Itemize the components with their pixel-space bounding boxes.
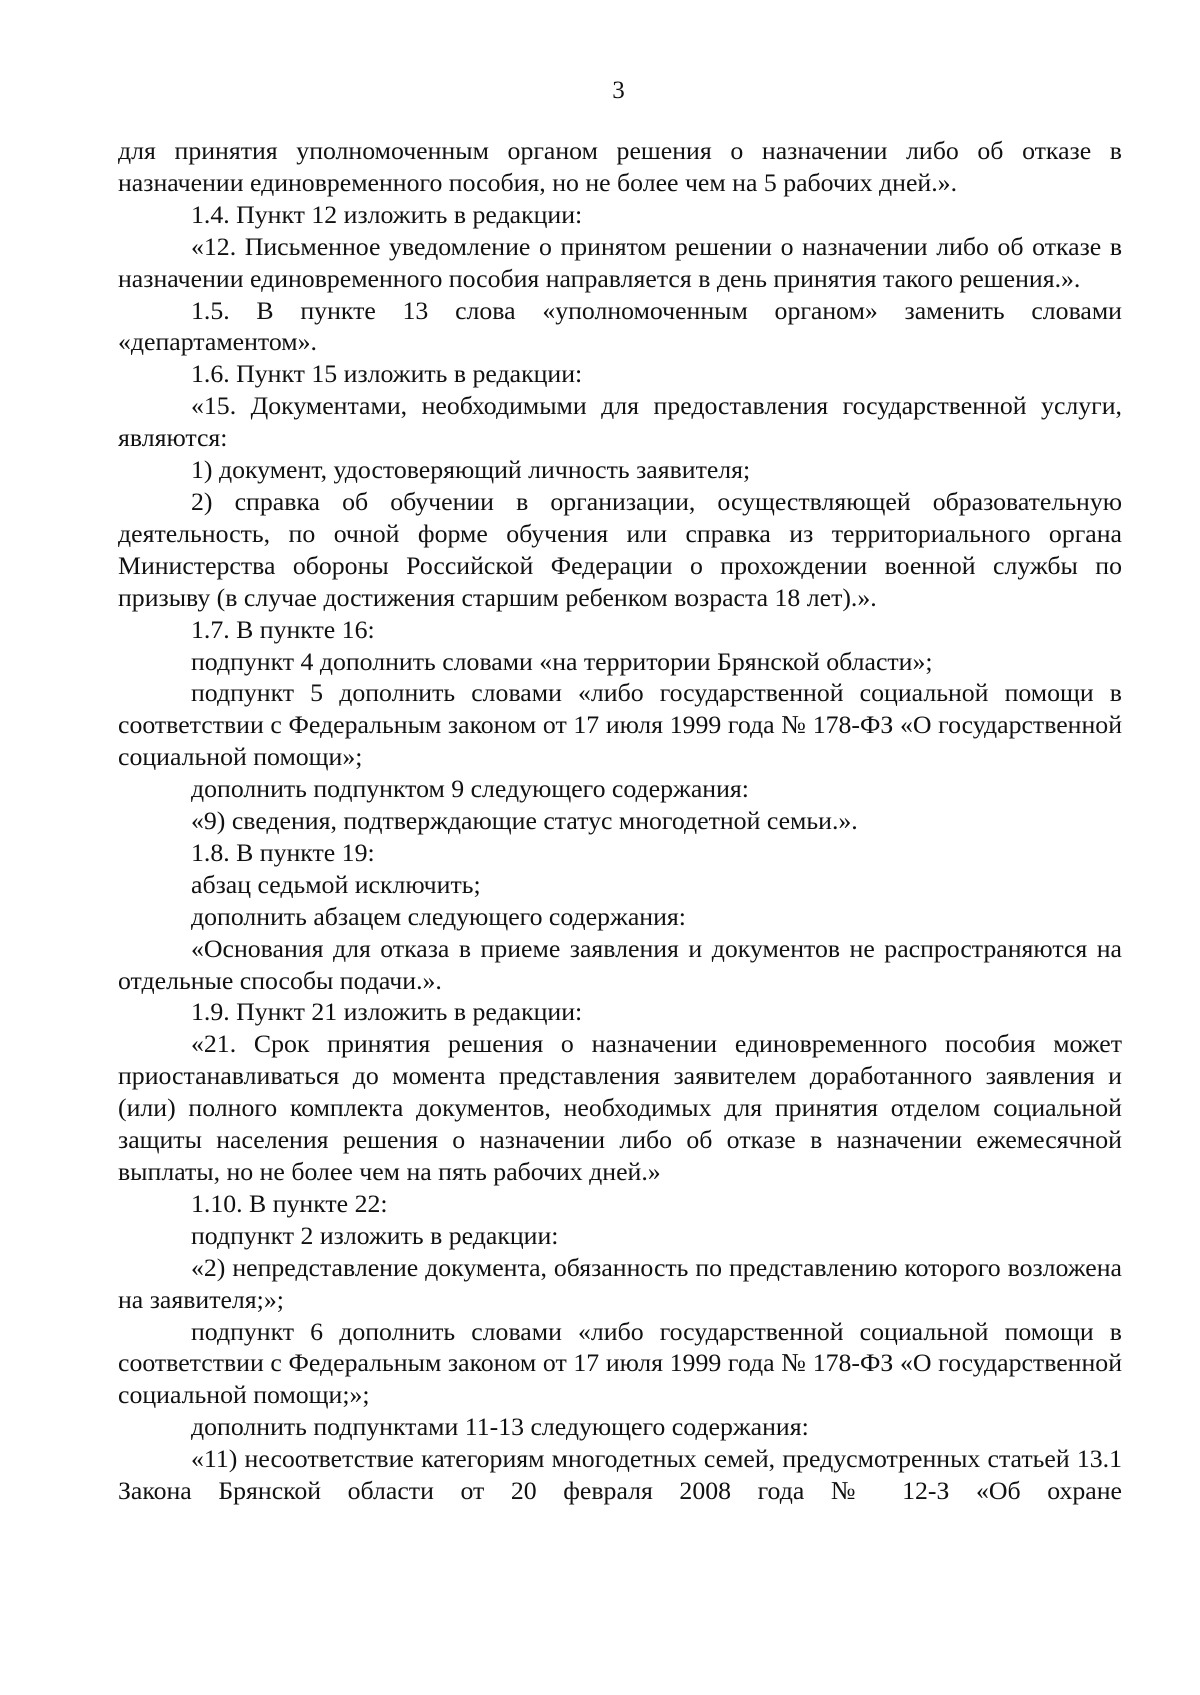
paragraph: «21. Срок принятия решения о назначении единовременного пособия может приостанавливаться до момента представления заявителем доработанного заявления и (или) полного комплекта документов, необходимых для принятия отделом социальной защиты населения решения о назначении либо об отказе в назначении ежемесячной выплаты, но не более чем на пять рабочих дней.» [118, 1029, 1122, 1186]
paragraph: 1.6. Пункт 15 изложить в редакции: [191, 359, 583, 389]
paragraph: подпункт 2 изложить в редакции: [191, 1220, 559, 1250]
paragraph: 1.10. В пункте 22: [191, 1188, 388, 1218]
paragraph: для принятия уполномоченным органом решения о назначении либо об отказе в назначении единовременного пособия, но не более чем на 5 рабочих дней.». [118, 136, 1122, 197]
paragraph: подпункт 4 дополнить словами «на территории Брянской области»; [191, 646, 933, 676]
paragraph: «9) сведения, подтверждающие статус многодетной семьи.». [191, 806, 858, 836]
paragraph: 1.8. В пункте 19: [191, 837, 375, 867]
paragraph: дополнить абзацем следующего содержания: [191, 901, 686, 931]
paragraph: «12. Письменное уведомление о принятом решении о назначении либо об отказе в назначении единовременного пособия направляется в день принятия такого решения.». [118, 231, 1122, 293]
paragraph: подпункт 6 дополнить словами «либо государственной социальной помощи в соответствии с Федеральным законом от 17 июля 1999 года № 178-ФЗ «О государственной социальной помощи;»; [118, 1316, 1122, 1410]
paragraph: дополнить подпунктами 11-13 следующего содержания: [191, 1412, 809, 1442]
paragraph: «11) несоответствие категориям многодетных семей, предусмотренных статьей 13.1 Закона Брянской области от 20 февраля 2008 года № 12-З «Об охране [118, 1444, 1122, 1506]
paragraph: 2) справка об обучении в организации, осуществляющей образовательную деятельность, по очной форме обучения или справка из территориального органа Министерства обороны Российской Федерации о прохождении военной службы по призыву (в случае достижения старшим ребенком возраста 18 лет).». [118, 486, 1122, 612]
paragraph: дополнить подпунктом 9 следующего содержания: [191, 774, 749, 804]
paragraph: «Основания для отказа в приеме заявления и документов не распространяются на отдельные способы подачи.». [118, 933, 1122, 995]
paragraph: 1.5. В пункте 13 слова «уполномоченным органом» заменить словами «департаментом». [118, 295, 1122, 357]
page-number: 3 [612, 77, 625, 104]
paragraph: подпункт 5 дополнить словами «либо государственной социальной помощи в соответствии с Федеральным законом от 17 июля 1999 года № 178-ФЗ «О государственной социальной помощи»; [118, 678, 1122, 772]
paragraph: 1.7. В пункте 16: [191, 614, 375, 644]
paragraph: 1) документ, удостоверяющий личность заявителя; [191, 455, 751, 485]
paragraph: 1.4. Пункт 12 изложить в редакции: [191, 199, 583, 229]
paragraph: 1.9. Пункт 21 изложить в редакции: [191, 997, 583, 1027]
paragraph: «2) непредставление документа, обязанность по представлению которого возложена на заявителя;»; [118, 1252, 1122, 1314]
document-body [118, 135, 1122, 1507]
paragraph: «15. Документами, необходимыми для предоставления государственной услуги, являются: [118, 391, 1122, 453]
paragraph: абзац седьмой исключить; [191, 869, 481, 899]
